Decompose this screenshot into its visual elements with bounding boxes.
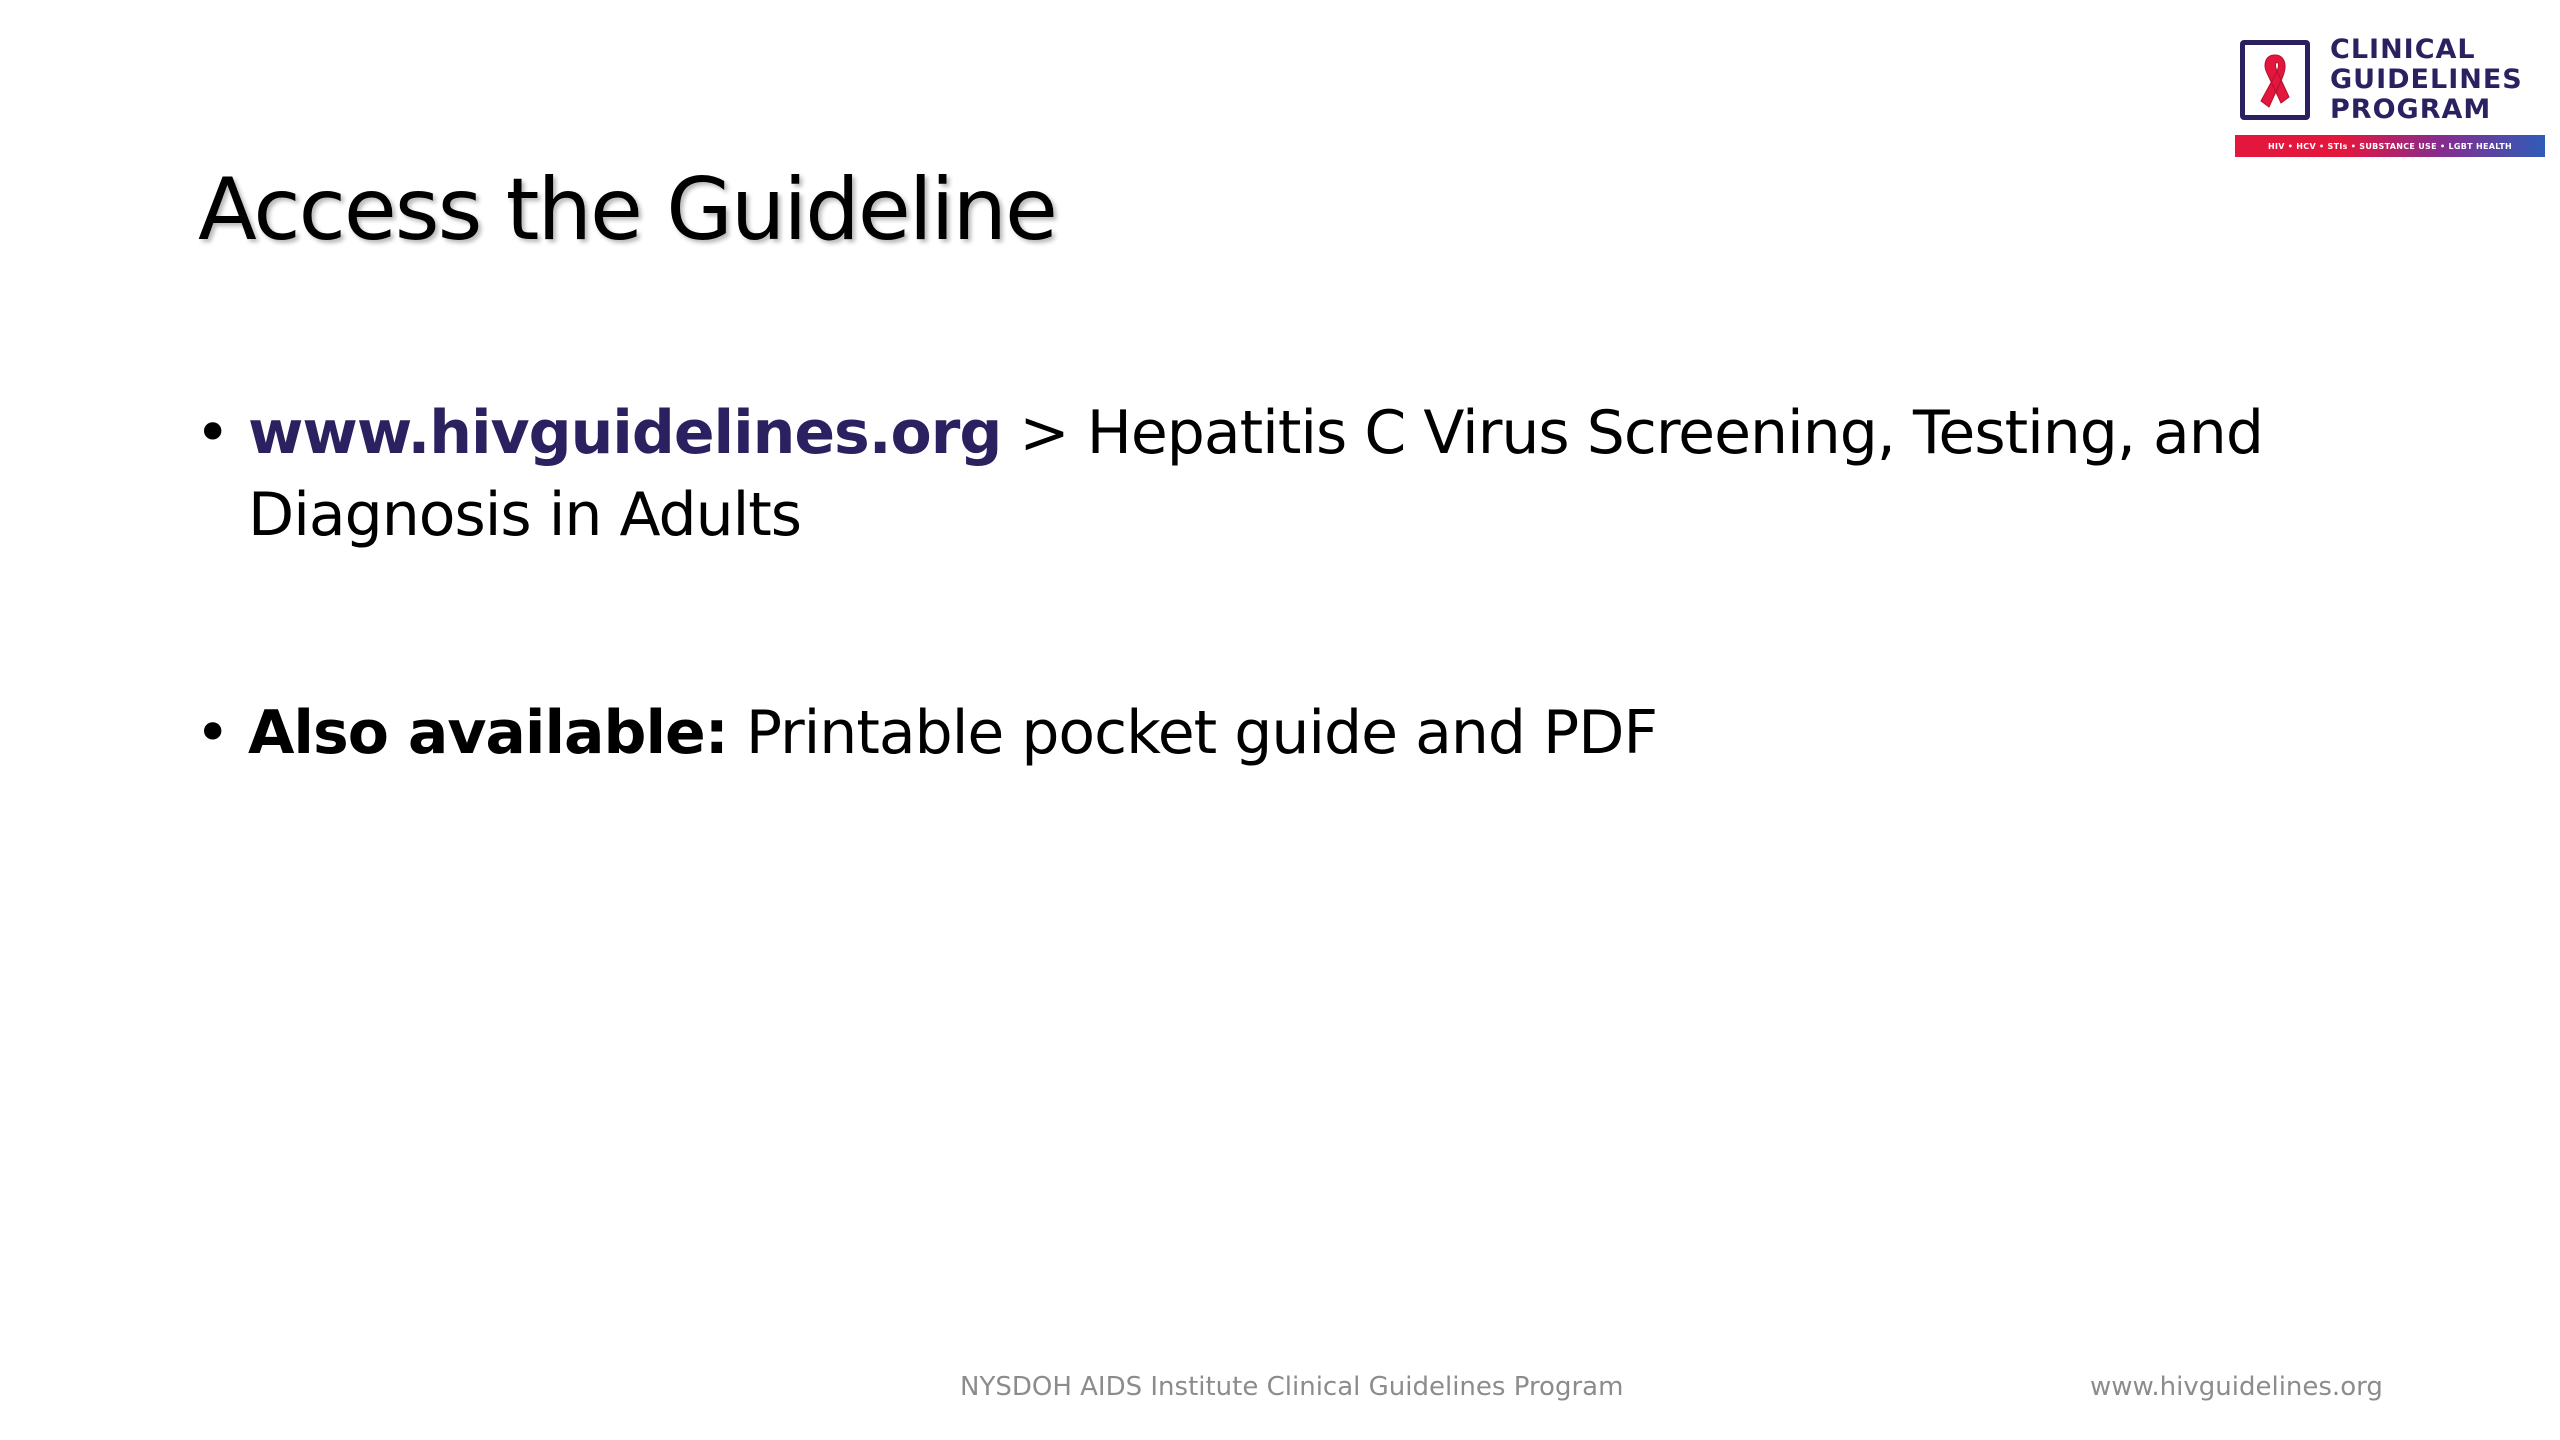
logo-tagline-strip: HIV • HCV • STIs • SUBSTANCE USE • LGBT HEALTH — [2235, 135, 2545, 157]
clinical-guidelines-program-logo — [2235, 35, 2545, 165]
logo-line-1: CLINICAL — [2330, 34, 2476, 65]
footer-program-name: NYSDOH AIDS Institute Clinical Guidelines Program — [960, 1372, 1624, 1402]
footer-website: www.hivguidelines.org — [2090, 1372, 2383, 1402]
bullet-body — [248, 392, 2315, 556]
bullet-marker: • — [195, 398, 231, 468]
hivguidelines-link[interactable]: www.hivguidelines.org — [248, 398, 1002, 468]
bullet-item-also-available — [195, 692, 2315, 774]
logo-line-3: PROGRAM — [2330, 94, 2492, 125]
bullet-label: Also available: — [248, 698, 728, 768]
slide-title: Access the Guideline — [198, 160, 1056, 260]
bullet-text: > Hepatitis C Virus Screening, Testing, and Diagnosis in Adults — [248, 398, 2263, 550]
logo-wordmark — [2330, 35, 2523, 125]
bullet-marker: • — [195, 698, 231, 768]
bullet-text: Printable pocket guide and PDF — [727, 698, 1657, 768]
bullet-body — [248, 692, 2315, 774]
red-ribbon-icon — [2253, 51, 2297, 111]
logo-line-2: GUIDELINES — [2330, 64, 2523, 95]
logo-frame — [2240, 40, 2310, 120]
bullet-item-guideline-link — [195, 392, 2315, 556]
